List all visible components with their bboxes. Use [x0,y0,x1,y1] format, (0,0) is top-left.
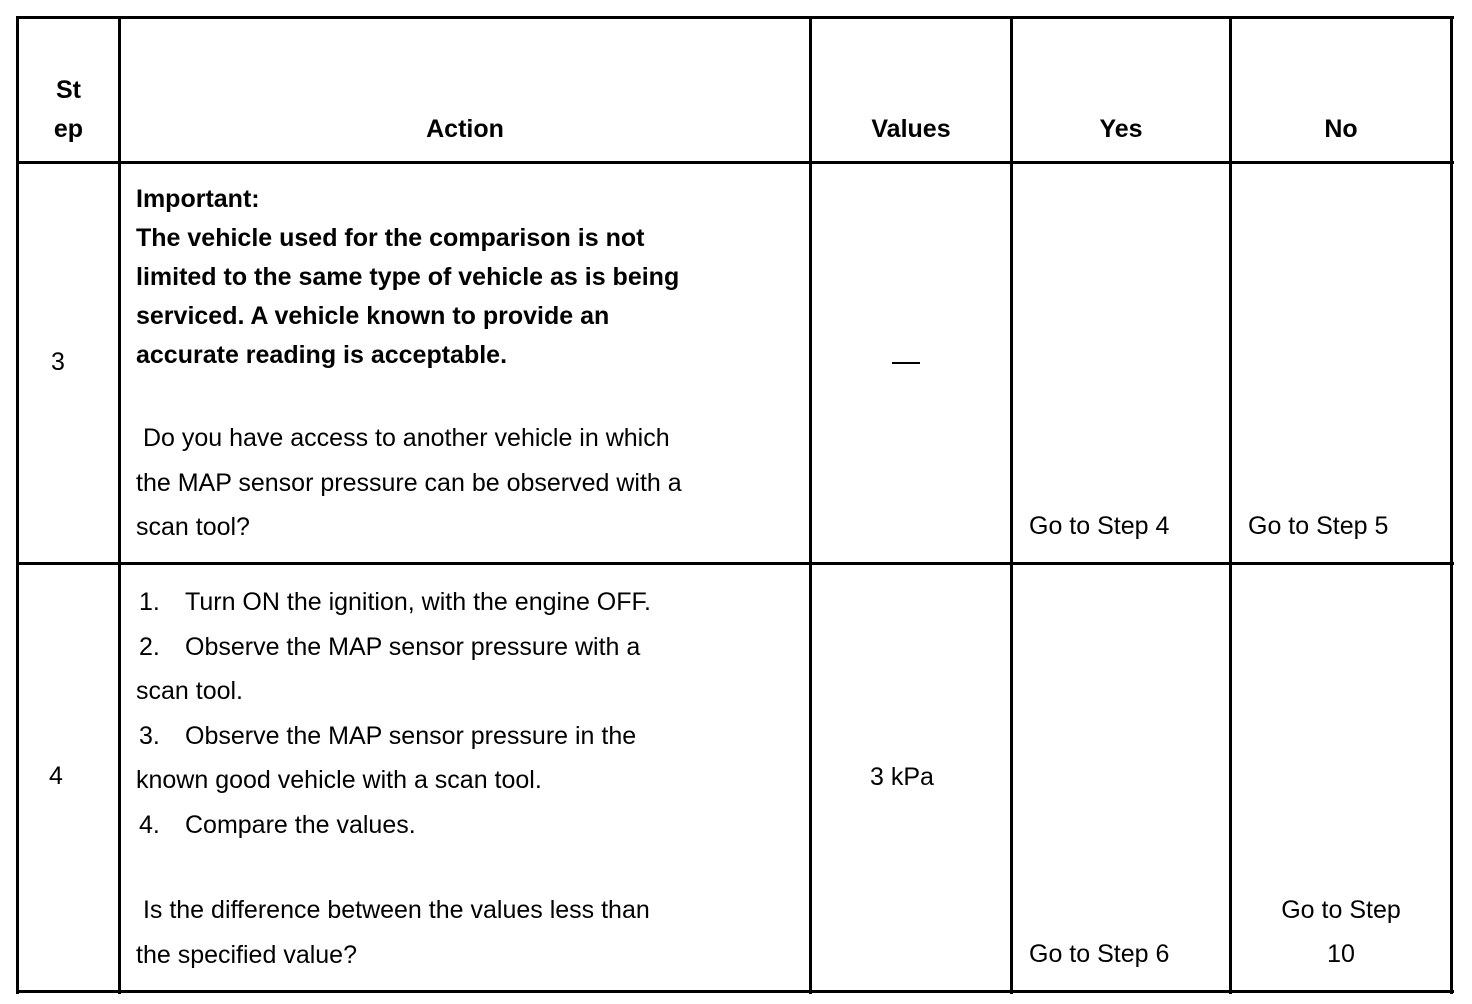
procedure-step [136,714,651,759]
value-dash [892,362,920,364]
step-number: 3. [139,721,160,750]
column-divider [1229,16,1232,994]
table-border-right [1450,16,1453,994]
important-note [136,180,679,375]
column-divider [118,16,121,994]
row-step-number: 4 [49,762,63,790]
header-divider [16,161,1454,164]
column-divider [809,16,812,994]
important-line: limited to the same type of vehicle as is being [136,263,680,291]
step-text: Observe the MAP sensor pressure with a [185,632,641,661]
header-step-line1: St [56,76,81,104]
no-action-line1: Go to Step [1281,896,1401,924]
row-question [136,416,682,550]
header-no: No [1324,115,1358,143]
table-border-top [16,16,1454,19]
no-action-line2: 10 [1327,940,1355,968]
question-line: scan tool? [136,513,250,541]
question-line: the specified value? [136,940,357,969]
important-line: serviced. A vehicle known to provide an [136,302,610,330]
procedure-steps [136,580,651,847]
row-divider [16,562,1454,565]
step-text: scan tool. [136,677,244,705]
header-values: Values [871,115,951,143]
procedure-step [136,625,651,670]
question-line: Do you have access to another vehicle in which [136,424,670,452]
important-label: Important: [136,185,260,213]
row-question [136,888,650,977]
step-number: 4. [139,810,160,839]
column-divider [1010,16,1013,994]
step-number: 2. [139,632,160,661]
table-border-bottom [16,990,1454,993]
question-line: the MAP sensor pressure can be observed with a [136,468,682,497]
step-text: Compare the values. [185,810,416,839]
row-no-action [1232,888,1450,976]
procedure-step [136,803,651,848]
procedure-step-continuation [136,669,651,714]
procedure-step [136,580,651,625]
important-line: accurate reading is acceptable. [136,341,508,369]
procedure-step-continuation [136,758,651,803]
step-number: 1. [139,588,160,616]
step-text: Observe the MAP sensor pressure in the [185,721,637,750]
header-yes: Yes [1099,115,1143,143]
row-no-action: Go to Step 5 [1248,512,1389,540]
header-step-line2: ep [53,115,84,143]
header-action: Action [426,115,504,143]
step-text: known good vehicle with a scan tool. [136,766,542,794]
question-line: Is the difference between the values less than [136,896,650,924]
important-line: The vehicle used for the comparison is not [136,224,645,252]
row-yes-action: Go to Step 4 [1029,512,1170,540]
row-step-number: 3 [51,348,65,376]
table-border-left [16,16,19,994]
step-text: Turn ON the ignition, with the engine OFF. [185,588,651,616]
row-yes-action: Go to Step 6 [1029,940,1170,968]
row-value: 3 kPa [870,763,934,791]
header-step [19,71,118,149]
